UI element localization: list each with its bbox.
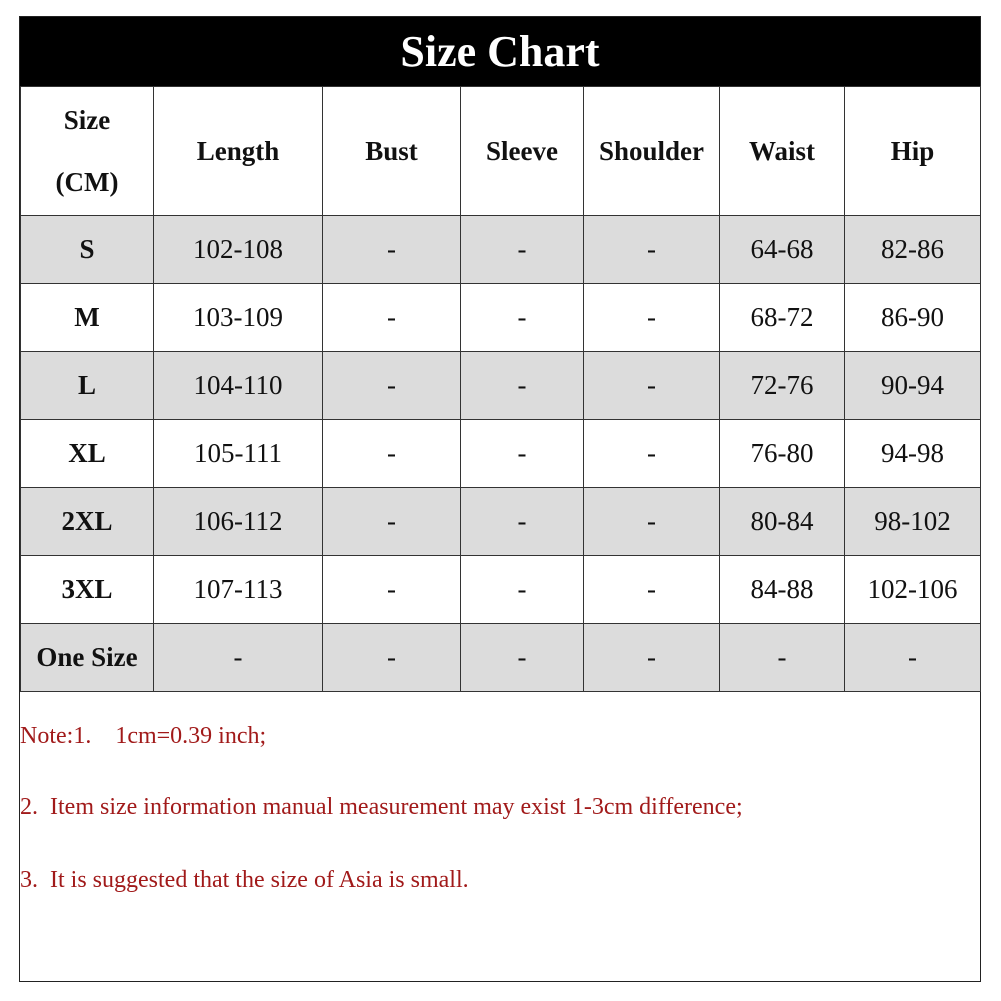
cell-hip: 82-86 [845,216,981,284]
cell-bust: - [323,284,461,352]
cell-length: - [154,624,323,692]
table-header-row [21,87,981,216]
cell-length: 102-108 [154,216,323,284]
cell-sleeve: - [461,556,584,624]
cell-sleeve: - [461,284,584,352]
cell-waist: 68-72 [720,284,845,352]
cell-size: One Size [21,624,154,692]
table-row [21,284,981,352]
cell-waist: 76-80 [720,420,845,488]
cell-shoulder: - [584,216,720,284]
header-size [21,87,154,216]
cell-size: L [21,352,154,420]
note-asia-size: 3. It is suggested that the size of Asia is small. [20,867,469,893]
table-row [21,216,981,284]
cell-size: S [21,216,154,284]
cell-waist: 64-68 [720,216,845,284]
header-shoulder: Shoulder [584,87,720,216]
cell-hip: 86-90 [845,284,981,352]
header-size-unit: (CM) [55,167,119,197]
cell-size: M [21,284,154,352]
cell-length: 107-113 [154,556,323,624]
cell-bust: - [323,352,461,420]
header-bust: Bust [323,87,461,216]
table-row [21,488,981,556]
size-chart-frame [19,16,981,982]
note-conversion: Note:1. 1cm=0.39 inch; [20,723,267,749]
header-waist: Waist [720,87,845,216]
table-row [21,352,981,420]
header-size-label: Size [63,105,111,135]
header-length: Length [154,87,323,216]
table-row [21,556,981,624]
note-measurement: 2. Item size information manual measurement may exist 1-3cm difference; [20,794,743,820]
cell-bust: - [323,420,461,488]
cell-sleeve: - [461,624,584,692]
cell-hip: 102-106 [845,556,981,624]
cell-waist: 72-76 [720,352,845,420]
cell-sleeve: - [461,216,584,284]
cell-size: 3XL [21,556,154,624]
cell-hip: - [845,624,981,692]
cell-shoulder: - [584,352,720,420]
cell-hip: 94-98 [845,420,981,488]
cell-waist: 84-88 [720,556,845,624]
cell-length: 104-110 [154,352,323,420]
cell-shoulder: - [584,488,720,556]
cell-length: 105-111 [154,420,323,488]
cell-shoulder: - [584,556,720,624]
cell-sleeve: - [461,488,584,556]
cell-waist: 80-84 [720,488,845,556]
table-row [21,420,981,488]
cell-bust: - [323,216,461,284]
cell-bust: - [323,488,461,556]
size-table [20,86,981,692]
cell-shoulder: - [584,624,720,692]
cell-sleeve: - [461,420,584,488]
cell-hip: 90-94 [845,352,981,420]
table-row [21,624,981,692]
cell-bust: - [323,624,461,692]
cell-shoulder: - [584,284,720,352]
cell-sleeve: - [461,352,584,420]
header-hip: Hip [845,87,981,216]
cell-length: 106-112 [154,488,323,556]
cell-waist: - [720,624,845,692]
cell-length: 103-109 [154,284,323,352]
size-chart-title: Size Chart [20,17,980,86]
header-sleeve: Sleeve [461,87,584,216]
cell-size: XL [21,420,154,488]
cell-bust: - [323,556,461,624]
cell-size: 2XL [21,488,154,556]
cell-hip: 98-102 [845,488,981,556]
cell-shoulder: - [584,420,720,488]
